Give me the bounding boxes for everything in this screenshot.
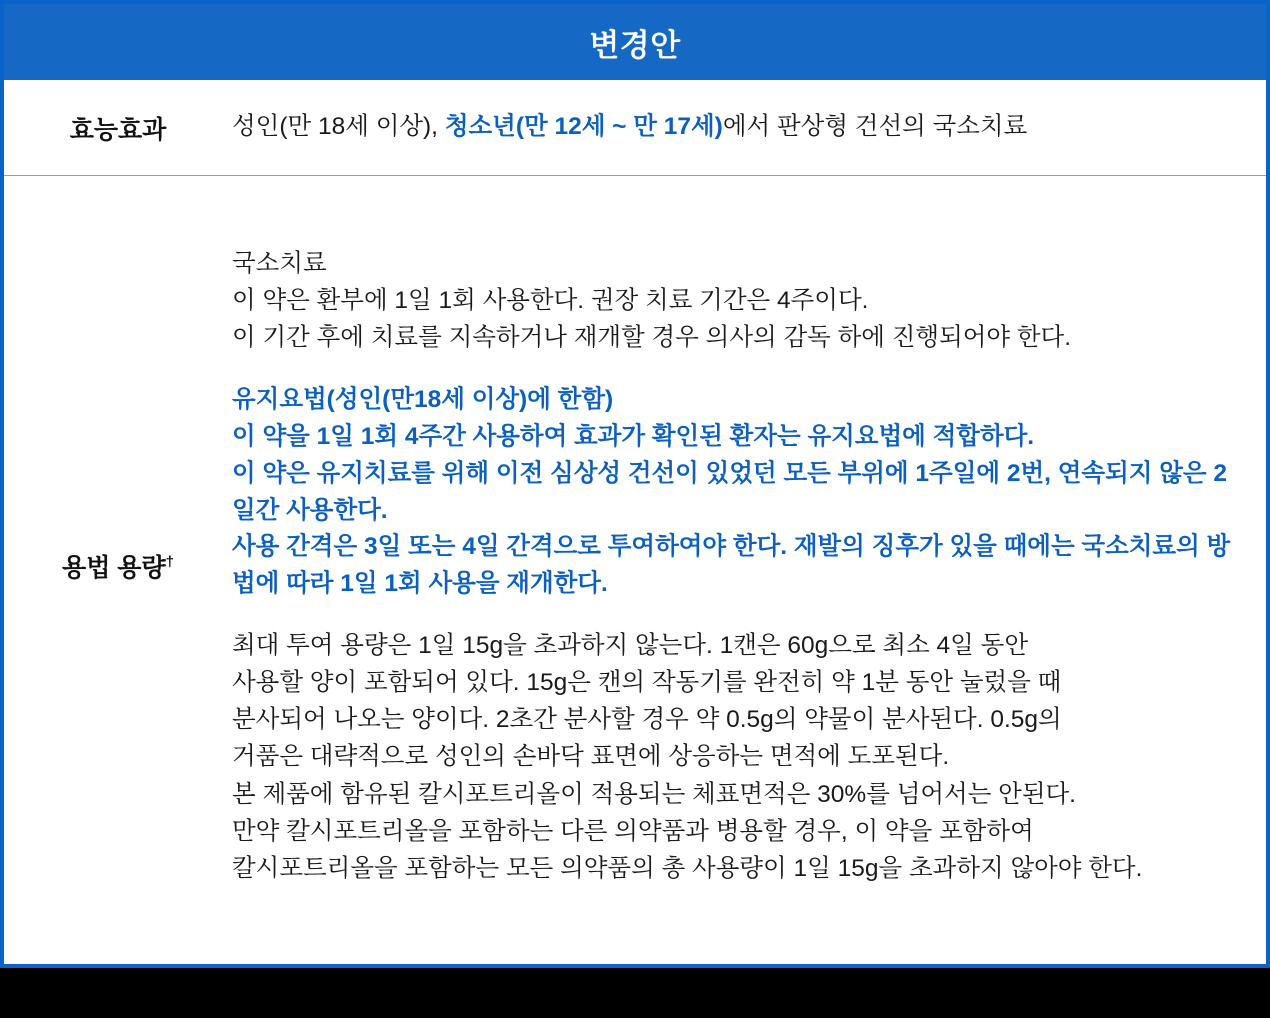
dosage-line: 칼시포트리올을 포함하는 모든 의약품의 총 사용량이 1일 15g을 초과하지 않아야 한다. bbox=[232, 855, 1143, 883]
dosage-line: 국소치료 bbox=[232, 249, 327, 277]
dosage-line: 본 제품에 함유된 칼시포트리올이 적용되는 체표면적은 30%를 넘어서는 안된다. bbox=[232, 780, 1076, 808]
page-title: 변경안 bbox=[589, 27, 681, 63]
dosage-line: 최대 투여 용량은 1일 15g을 초과하지 않는다. 1캔은 60g으로 최소 4일 동안 bbox=[232, 631, 1028, 659]
row-label-dosage-text: 용법 용량 bbox=[62, 554, 166, 582]
table-body bbox=[4, 80, 1266, 956]
dosage-line-highlight: 유지요법(성인(만18세 이상)에 한함) bbox=[232, 386, 614, 414]
row-label-dosage-dagger: † bbox=[165, 553, 174, 571]
indication-text-part-1: 성인(만 18세 이상), bbox=[232, 113, 445, 141]
dosage-line-highlight: 사용 간격은 3일 또는 4일 간격으로 투여하여야 한다. 재발의 징후가 있을 때에는 국소치료의 방법에 따라 1일 1회 사용을 재개한다. bbox=[232, 533, 1231, 598]
card-title-bar bbox=[4, 4, 1266, 80]
row-label-indication: 효능효과 bbox=[69, 115, 167, 144]
dosage-line: 사용할 양이 포함되어 있다. 15g은 캔의 작동기를 완전히 약 1분 동안 눌렀을 때 bbox=[232, 669, 1062, 697]
row-content-dosage bbox=[232, 237, 1266, 896]
dosage-line: 이 기간 후에 치료를 지속하거나 재개할 경우 의사의 감독 하에 진행되어야 한다. bbox=[232, 324, 1072, 352]
indication-text-highlight: 청소년(만 12세 ~ 만 17세) bbox=[444, 113, 723, 141]
dosage-line-highlight: 이 약은 유지치료를 위해 이전 심상성 건선이 있었던 모든 부위에 1주일에 2번, 연속되지 않은 2일간 사용한다. bbox=[232, 459, 1227, 524]
dosage-block-maintenance bbox=[232, 382, 1242, 603]
dosage-block-maximum bbox=[232, 627, 1242, 888]
block-spacer bbox=[232, 356, 1242, 382]
table-row-indication bbox=[4, 80, 1266, 176]
dosage-line: 만약 칼시포트리올을 포함하는 다른 의약품과 병용할 경우, 이 약을 포함하여 bbox=[232, 817, 1034, 845]
dosage-line: 거품은 대략적으로 성인의 손바닥 표면에 상응하는 면적에 도포된다. bbox=[232, 743, 950, 771]
dosage-line: 이 약은 환부에 1일 1회 사용한다. 권장 치료 기간은 4주이다. bbox=[232, 286, 869, 314]
row-label-dosage bbox=[4, 548, 232, 584]
dosage-line-highlight: 이 약을 1일 1회 4주간 사용하여 효과가 확인된 환자는 유지요법에 적합하다. bbox=[232, 423, 1035, 451]
dosage-block-topical bbox=[232, 245, 1242, 357]
dosage-line: 분사되어 나오는 양이다. 2초간 분사할 경우 약 0.5g의 약물이 분사된다. 0.5g의 bbox=[232, 706, 1062, 734]
row-content-indication bbox=[232, 109, 1266, 145]
indication-text-part-2: 에서 판상형 건선의 국소치료 bbox=[722, 113, 1028, 141]
block-spacer bbox=[232, 603, 1242, 627]
table-row-dosage bbox=[4, 176, 1266, 956]
